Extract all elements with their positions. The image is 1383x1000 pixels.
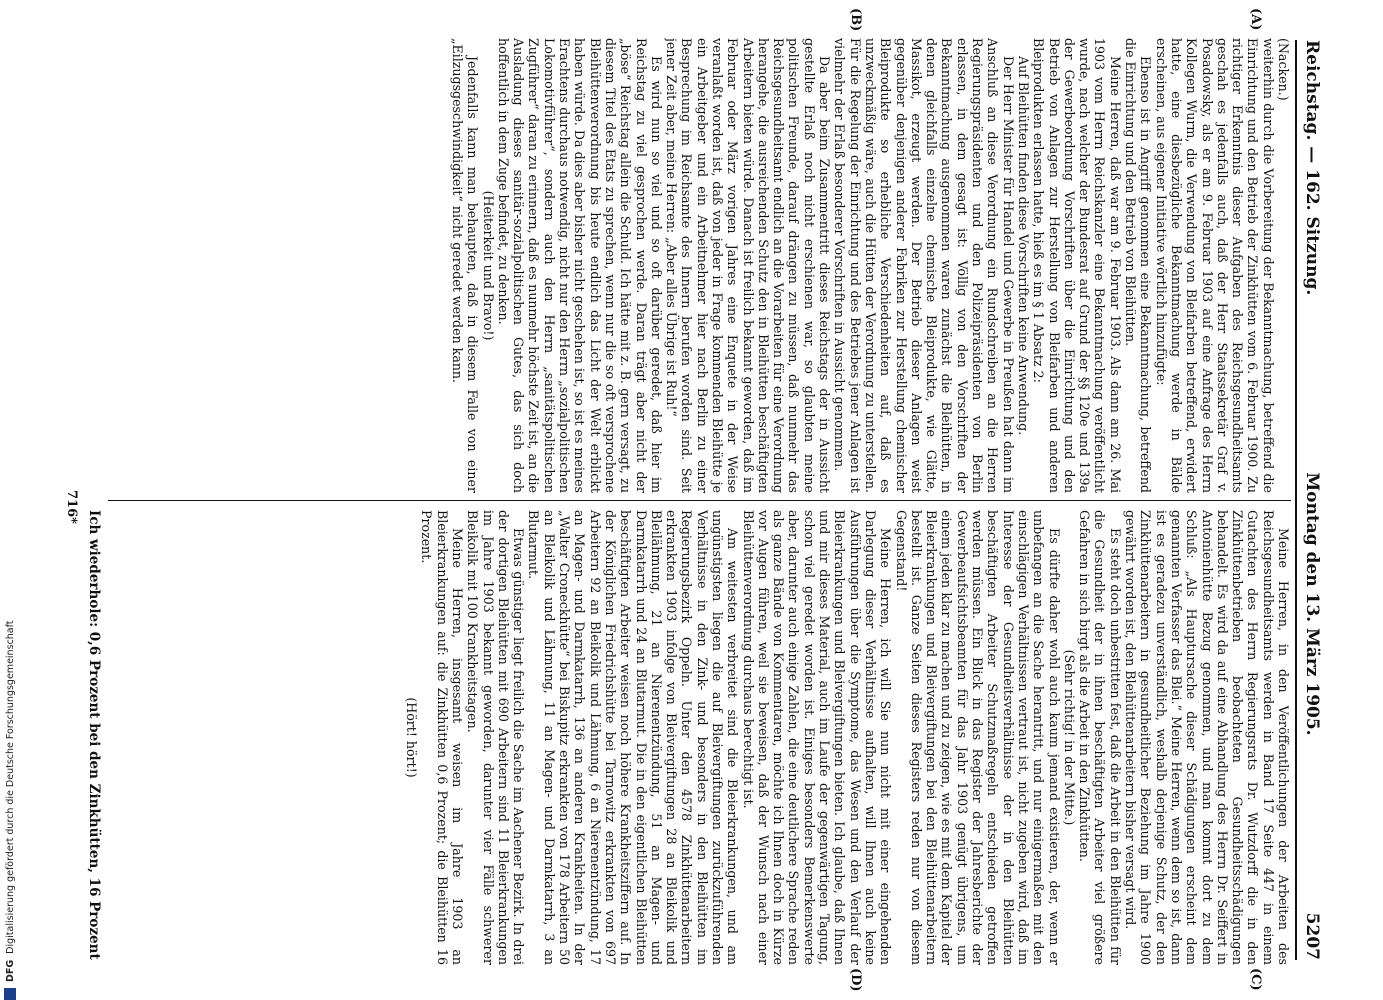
credit-text: Digitalisierung gefördert durch die Deutsche Forschungsgemeinschaft [4, 620, 16, 954]
right-column-paragraph: Etwas günstiger liegt freilich die Sache im Aachener Bezirk. In drei der dortigen Bleihütten mit 690 Arbeitern sind 11 Bleierkrankungen im Jahre 1903 bekannt geworden, darunter vier Fälle schwerer Bleikolik mit 100 Krankheitstagen. [465, 510, 527, 965]
left-column-paragraph: Es wird nun so viel und so oft darüber geredet, daß hier im Reichstag zu viel gesprochen werde. Daran trägt aber nicht der „böse“ Reichstag allein die Schuld. Ich hätte mit z. B. gern versagt, zu diesem Titel des Etats zu sprechen, wenn nur die so oft versprochene Bleihüttenverordnung bis heute endlich das Licht der Welt erblickt haben würde. Da dies aber bisher nicht geschehen ist, so ist es meines Erachtens durchaus notwendig, nicht nur den Herrn „sozialpolitischen Lokomotivführer“, sondern auch den Herrn „sanitätspolitischen Zugführer“ daran zu erinnern, daß es nunmehr höchste Zeit ist, an die Ausladung dieses sanitär-sozialpolitischen Gutes, das sich doch hoffentlich in dem Zuge befindet, zu denken. [495, 38, 664, 493]
right-column-paragraph: (Hört! hört!) [404, 697, 420, 778]
column-divider [108, 500, 1291, 501]
header-left: Reichstag. — 162. Sitzung. [1302, 40, 1322, 296]
left-column-paragraph: weiterhin durch die Vorbereitung der Bekanntmachung, betreffend die Einrichtung und den Betrieb der Zinkhütten vom 6. Februar 1900. Zu richtiger Erkenntnis dieser Aufgaben des Reichsgesundheitsamts geschah es jedenfalls auch, daß der Herr Staatssekretär Graf v. Posadowsky, als er am 9. Februar 1903 auf eine Anfrage des Herrn Kollegen Wurm, die Verwendung von Bleifarben betreffend, erwidert hatte, eine diesbezügliche Bekanntmachung werde in Bälde erscheinen, aus eigener Initiative wörtlich hinzufügte: [1153, 38, 1276, 493]
right-column-paragraph: Am weitesten verbreitet sind die Bleierkrankungen, und am ungünstigsten liegen die auf Bleivergiftungen zurückzuführenden Verhältnisse in den Zink- und besonders in den Bleihütten im Regierungsbezirk Oppeln. Unter den 4578 Zinkhüttenarbeitern erkrankten 1903 infolge von Bleivergiftungen 28 an Bleikolik und Bleilähmung, 21 an Nierenentzündung, 51 an Magen- und Darmkatarrh und 24 an Blutarmut. Die in den eigentlichen Bleihütten beschäftigten Arbeiter weisen noch höhere Krankheitsziffern auf. In der Königlichen Friedrichshütte bei Tarnowitz erkrankten von 697 Arbeitern 92 an Bleikolik und Lähmung, 6 an Nierenentzündung, 17 an Magen- und Darmkatarrh, 136 an anderen Krankheiten. In der „Walter Croneckhütte“ bei Biskupitz erkrankten von 178 Arbeitern 50 an Bleikolik und Lähmung, 11 an Magen- und Darmkatarrh, 3 an Blutarmut. [526, 510, 741, 965]
left-column-paragraph: (Heiterkeit und Bravo!) [480, 190, 496, 341]
left-column-paragraph: (Nacken.) [1276, 38, 1291, 101]
header-date: Montag den 13. März 1905. [1302, 472, 1322, 736]
closing-line: Ich wiederhole: 0,6 Prozent bei den Zinkhütten, 16 Prozent [86, 510, 102, 960]
folio-mark: 716* [64, 490, 79, 524]
left-column-paragraph: Auf Bleihütten finden diese Vorschriften keine Anwendung. [1015, 56, 1031, 436]
margin-mark-c: (C) [1248, 968, 1263, 991]
right-column-paragraph: Es steht doch unbestritten fest, daß die Arbeit in den Bleihütten für die Gesundheit der in ihnen beschäftigten Arbeiter viel größere Gefahren in sich birgt als die Arbeit in den Zinkhütten. [1077, 510, 1123, 965]
right-text-column [108, 510, 1291, 965]
left-column-paragraph: Der Herr Minister für Handel und Gewerbe in Preußen hat dann im Anschluß an diese Verordnung ein Rundschreiben an die Herren Regierungspräsidenten und den Polizeipräsidenten von Berlin erlassen, in dem gesagt ist: Völlig von den Vorschriften der Bekanntmachung ausgenommen waren zunächst die Bleihütten, in denen gleichfalls einzelne chemische Bleiprodukte, wie Glätte, Massikot, erzeugt werden. Der Betrieb dieser Anlagen weist gegenüber denjenigen anderer Fabriken zur Herstellung chemischer Bleiprodukte so erhebliche Verschiedenheiten auf, daß es unzweckmäßig wäre, auch die Hütten der Verordnung zu unterstellen. Für die Regelung der Einrichtung und des Betriebes jener Anlagen ist vielmehr der Erlaß besonderer Vorschriften in Aussicht genommen. [832, 38, 1016, 493]
left-column-paragraph: Jedenfalls kann man behaupten, daß in diesem Falle von einer „Eilzugsgeschwindigkeit“ nicht geredet werden kann. [449, 38, 481, 493]
left-column-paragraph: Meine Herren, daß war am 9. Februar 1903. Als dann am 26. Mai 1903 vom Herrn Reichskanzler eine Bekanntmachung veröffentlicht wurde, nach welcher der Bundesrat auf Grund der §§ 120e und 139a der Gewerbeordnung Vorschriften über die Einrichtung und den Betrieb von Anlagen zur Herstellung von Bleifarben und anderen Bleiprodukten erlassen hatte, hieß es im § 1 Absatz 2: [1031, 38, 1123, 493]
header-rule [1295, 40, 1297, 960]
page-number: 5207 [1302, 912, 1322, 960]
right-column-paragraph: Meine Herren, in den Veröffentlichungen der Arbeiten des Reichsgesundheitsamts werden in Band 17 Seite 447 in einem Gutachten des Herrn Regierungsrats Dr. Wutzdorff die in den Zinkhüttenbetrieben beobachteten Gesundheitsschädigungen behandelt. Es wird da auf eine Abhandlung des Herrn Dr. Seiffert in Antonienhütte Bezug genommen, und man kommt dort zu dem Schluß: „Als Hauptursache dieser Schädigungen erscheint dem genannten Verfasser das Blei.“ Meine Herren, wenn dem so ist, dann ist es geradezu unverständlich, weshalb derjenige Schutz, der den Zinkhüttenarbeitern in gesundheitlicher Beziehung im Jahre 1900 gewährt worden ist, den Bleihüttenarbeitern bisher versagt wird. [1123, 510, 1291, 965]
margin-mark-b: (B) [848, 8, 863, 32]
left-column-paragraph: Da aber beim Zusammentritt dieses Reichstags der in Aussicht gestellte Erlaß noch nicht erschienen war, so glaubten meine politischen Freunde, darauf drängen zu müssen, daß nunmehr das Reichsgesundheitsamt endlich an die Vorarbeiten für eine Verordnung herangehe, die ausreichenden Schutz den in Bleihütten beschäftigten Arbeitern bieten würde. Danach ist freilich bekannt geworden, daß im Februar oder März vorigen Jahres eine Enquete in der Weise veranlaßt worden ist, daß von jeder in Frage kommenden Bleihütte je ein Arbeitgeber und ein Arbeitnehmer hier nach Berlin zu einer Besprechung im Reichsamte des Innern berufen worden sind. Seit jener Zeit aber, meine Herren: „Aber alles Übrige ist Ruh!“ [664, 38, 833, 493]
dfg-logo-icon [4, 988, 16, 1000]
page-header [1299, 40, 1325, 960]
margin-mark-a: (A) [1248, 8, 1263, 31]
dfg-logo-text: DFG [4, 959, 16, 982]
left-column-paragraph: Ebenso ist in Angriff genommen eine Bekanntmachung, betreffend die Einrichtung und den Betrieb von Bleihütten. [1123, 38, 1154, 493]
left-text-column [108, 38, 1291, 493]
right-column-paragraph: (Sehr richtig! in der Mitte.) [1061, 649, 1077, 826]
right-column-paragraph: Es dürfte daher wohl auch kaum jemand existieren, der, wenn er unbefangen an die Sache herantritt, und nur einigermaßen mit den einschlägigen Verhältnissen vertraut ist, nicht zugeben wird, daß im Interesse der Gesundheitsverhältnisse der in den Bleihütten beschäftigten Arbeiter Schutzmaßregeln entschieden getroffen werden müssen. Ein Blick in das Register der Jahresberichte der Gewerbeaufsichtsbeamten für das Jahr 1903 genügt übrigens, um einem jeden klar zu machen und zu zeigen, wie es mit dem Kapitel der Bleierkrankungen und Bleivergiftungen bei den Bleihüttenarbeitern bestellt ist. Ganze Seiten dieses Registers reden nur von diesem Gegenstand! [893, 510, 1062, 965]
right-column-paragraph: Meine Herren, ich will Sie nun nicht mit einer eingehenden Darlegung dieser Verhältnisse aufhalten, will Ihnen auch keine Ausführungen über die Symptome, das Wesen und den Verlauf der Bleierkrankungen und Bleivergiftungen bieten. Ich glaube, daß Ihnen und mir dieses Material, auch im Laufe der gegenwärtigen Tagung, schon viel geredet worden ist. Einiges besonders Bemerkenswerte aber, darunter auch einige Zahlen, die eine deutlichere Sprache reden als ganze Bände von Kommentaren, möchte ich Ihnen doch in Kürze vor Augen führen, weil sie beweisen, daß der Wunsch nach einer Bleihüttenverordnung durchaus berechtigt ist. [740, 510, 894, 965]
digitization-credit [1, 0, 19, 1000]
margin-mark-d: (D) [848, 968, 863, 992]
right-column-paragraph: Meine Herren, insgesamt weisen im Jahre 1903 an Bleierkrankungen auf: die Zinkhütten 0,6 Prozent; die Bleihütten 16 Prozent. [419, 510, 465, 965]
